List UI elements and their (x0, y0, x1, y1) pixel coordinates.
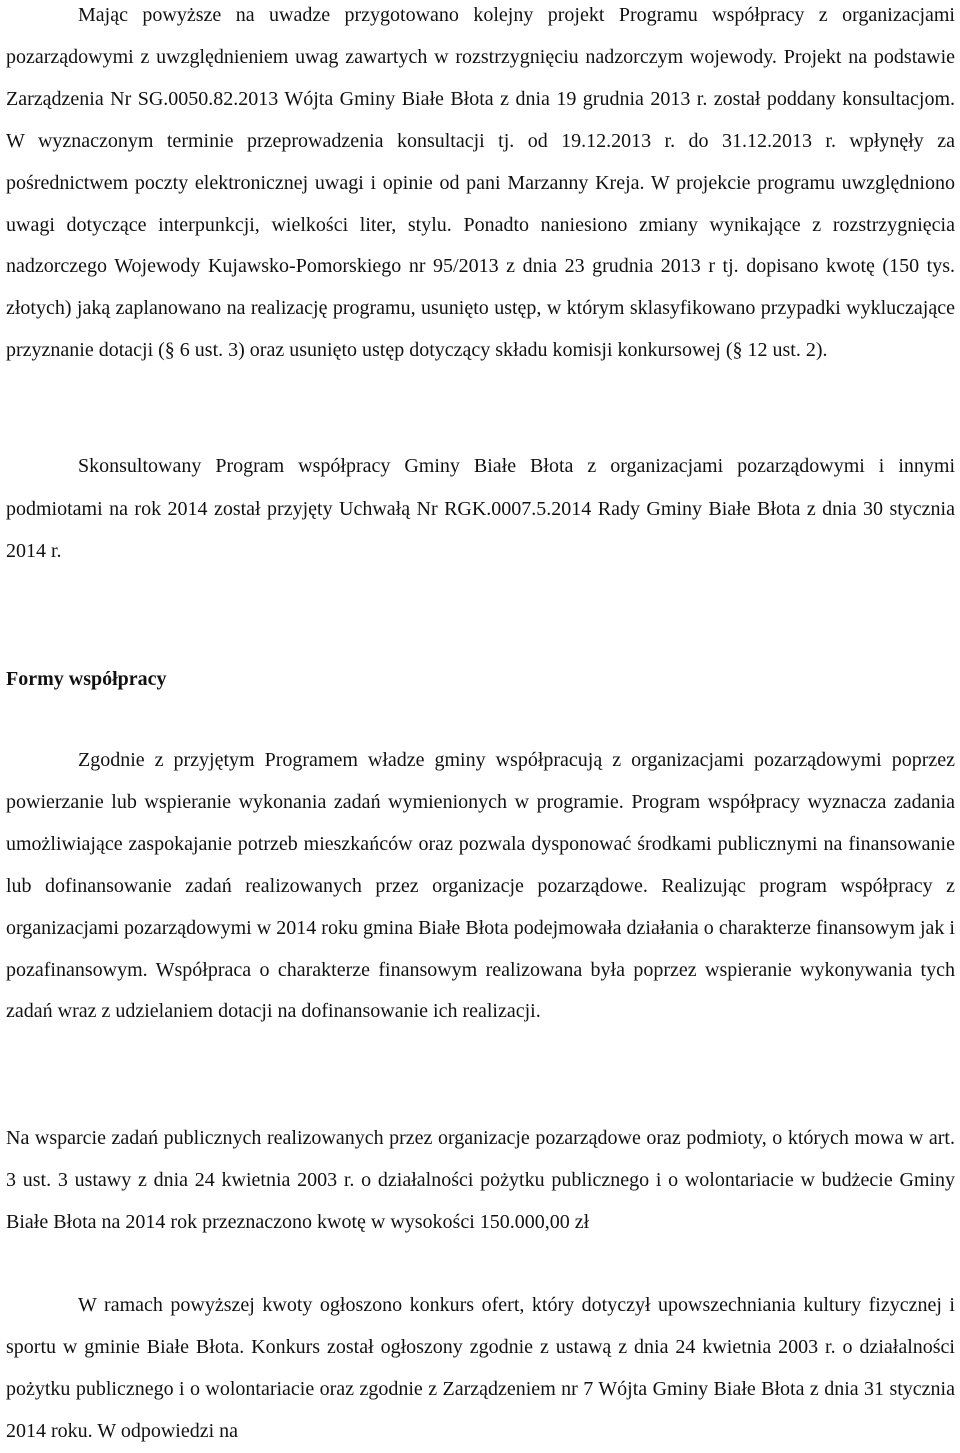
paragraph-forms-of-cooperation: Zgodnie z przyjętym Programem władze gminy współpracują z organizacjami pozarządowymi poprzez powierzanie lub wspieranie wykonania zadań wymienionych w programie. Program współpracy wyznacza zadania umożliwiające zaspokajanie potrzeb mieszkańców oraz pozwala dysponować środkami publicznymi na finansowanie lub dofinansowanie zadań realizowanych przez organizacje pozarządowe. Realizując program współpracy z organizacjami pozarządowymi w 2014 roku gmina Białe Błota podejmowała działania o charakterze finansowym jak i pozafinansowym. Współpraca o charakterze finansowym realizowana była poprzez wspieranie wykonywania tych zadań wraz z udzielaniem dotacji na dofinansowanie ich realizacji. (6, 749, 955, 1023)
paragraph-consultation: Mając powyższe na uwadze przygotowano kolejny projekt Programu współpracy z organizacjami pozarządowymi z uwzględnieniem uwag zawartych w rozstrzygnięciu nadzorczym wojewody. Projekt na podstawie Zarządzenia Nr SG.0050.82.2013 Wójta Gminy Białe Błota z dnia 19 grudnia 2013 r. został poddany konsultacjom. W wyznaczonym terminie przeprowadzenia konsultacji tj. od 19.12.2013 r. do 31.12.2013 r. wpłynęły za pośrednictwem poczty elektronicznej uwagi i opinie od pani Marzanny Kreja. W projekcie programu uwzględniono uwagi dotyczące interpunkcji, wielkości liter, stylu. Ponadto naniesiono zmiany wynikające z rozstrzygnięcia nadzorczego Wojewody Kujawsko-Pomorskiego nr 95/2013 z dnia 23 grudnia 2013 r tj. dopisano kwotę (150 tys. złotych) jaką zaplanowano na realizację programu, usunięto ustęp, w którym sklasyfikowano przypadki wykluczające przyznanie dotacji (§ 6 ust. 3) oraz usunięto ustęp dotyczący składu komisji konkursowej (§ 12 ust. 2). (6, 4, 955, 362)
paragraph-competition: W ramach powyższej kwoty ogłoszono konkurs ofert, który dotyczył upowszechniania kultury fizycznej i sportu w gminie Białe Błota. Konkurs został ogłoszony zgodnie z ustawą z dnia 24 kwietnia 2003 r. o działalności pożytku publicznego i o wolontariacie oraz zgodnie z Zarządzeniem nr 7 Wójta Gminy Białe Błota z dnia 31 stycznia 2014 roku. W odpowiedzi na (6, 1294, 955, 1442)
paragraph-budget: Na wsparcie zadań publicznych realizowanych przez organizacje pozarządowe oraz podmioty, o których mowa w art. 3 ust. 3 ustawy z dnia 24 kwietnia 2003 r. o działalności pożytku publicznego i o wolontariacie w budżecie Gminy Białe Błota na 2014 rok przeznaczono kwotę w wysokości 150.000,00 zł (6, 1127, 955, 1233)
section-heading: Formy współpracy (6, 668, 167, 690)
paragraph-program-adoption: Skonsultowany Program współpracy Gminy Białe Błota z organizacjami pozarządowymi i innymi podmiotami na rok 2014 został przyjęty Uchwałą Nr RGK.0007.5.2014 Rady Gminy Białe Błota z dnia 30 stycznia 2014 r. (6, 455, 955, 562)
